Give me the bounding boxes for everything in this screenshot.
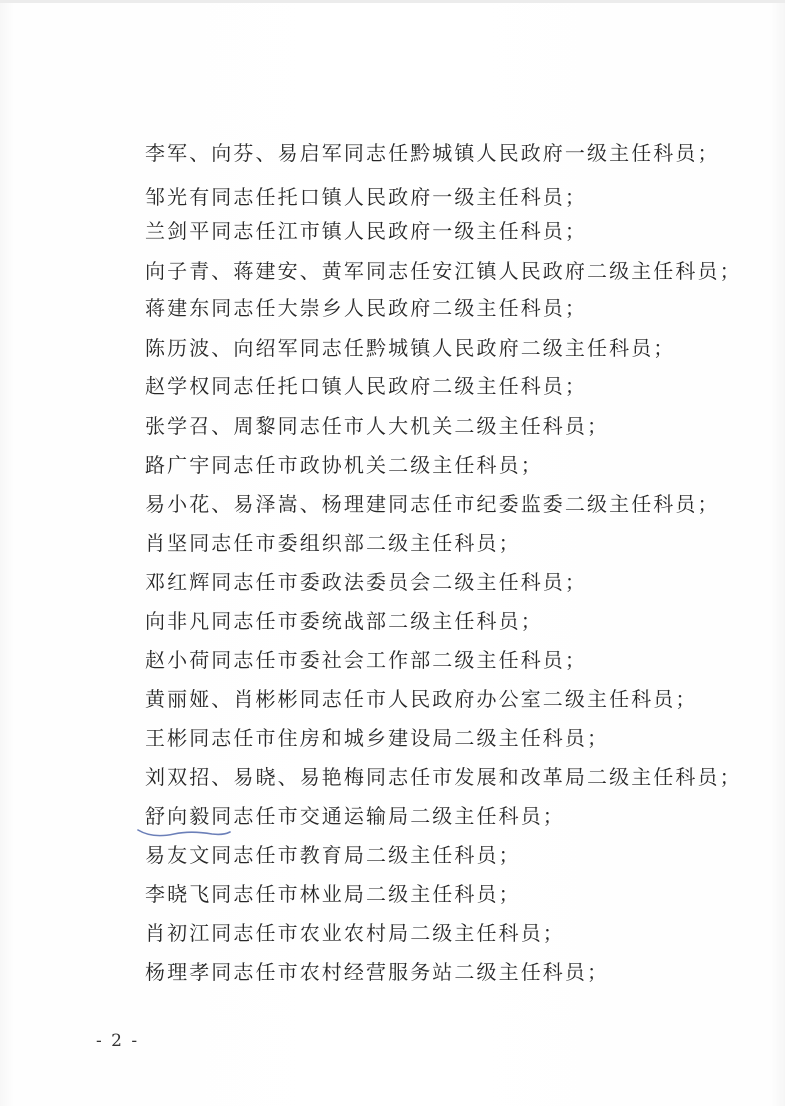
appointment-line: 肖初江同志任市农业农村局二级主任科员； [145,921,565,945]
appointment-line: 王彬同志任市住房和城乡建设局二级主任科员； [145,726,610,750]
appointment-line: 易小花、易泽嵩、杨理建同志任市纪委监委二级主任科员； [145,492,720,516]
appointment-line: 李军、向芬、易启军同志任黔城镇人民政府一级主任科员； [145,141,720,165]
appointment-line: 肖坚同志任市委组织部二级主任科员； [145,531,521,555]
appointment-line: 邹光有同志任托口镇人民政府一级主任科员； [145,185,587,209]
appointment-line: 兰剑平同志任江市镇人民政府一级主任科员； [145,219,587,243]
appointment-line: 邓红辉同志任市委政法委员会二级主任科员； [145,570,587,594]
appointment-line: 赵学权同志任托口镇人民政府二级主任科员； [145,374,587,398]
appointment-line: 李晓飞同志任市林业局二级主任科员； [145,882,521,906]
appointment-line: 陈历波、向绍军同志任黔城镇人民政府二级主任科员； [145,336,676,360]
appointment-line: 刘双招、易晓、易艳梅同志任市发展和改革局二级主任科员； [145,765,742,789]
appointment-line: 赵小荷同志任市委社会工作部二级主任科员； [145,648,587,672]
appointment-line: 向非凡同志任市委统战部二级主任科员； [145,609,543,633]
appointment-line: 向子青、蒋建安、黄军同志任安江镇人民政府二级主任科员； [145,259,742,283]
page-number: - 2 - [96,1031,140,1051]
appointment-line: 易友文同志任市教育局二级主任科员； [145,843,521,867]
appointment-line: 张学召、周黎同志任市人大机关二级主任科员； [145,414,610,438]
appointment-line: 蒋建东同志任大崇乡人民政府二级主任科员； [145,296,587,320]
appointment-line: 舒向毅同志任市交通运输局二级主任科员； [145,804,565,828]
appointment-line: 路广宇同志任市政协机关二级主任科员； [145,453,543,477]
handwritten-underline-mark [134,808,234,838]
appointment-line: 杨理孝同志任市农村经营服务站二级主任科员； [145,960,610,984]
appointment-line: 黄丽娅、肖彬彬同志任市人民政府办公室二级主任科员； [145,687,698,711]
